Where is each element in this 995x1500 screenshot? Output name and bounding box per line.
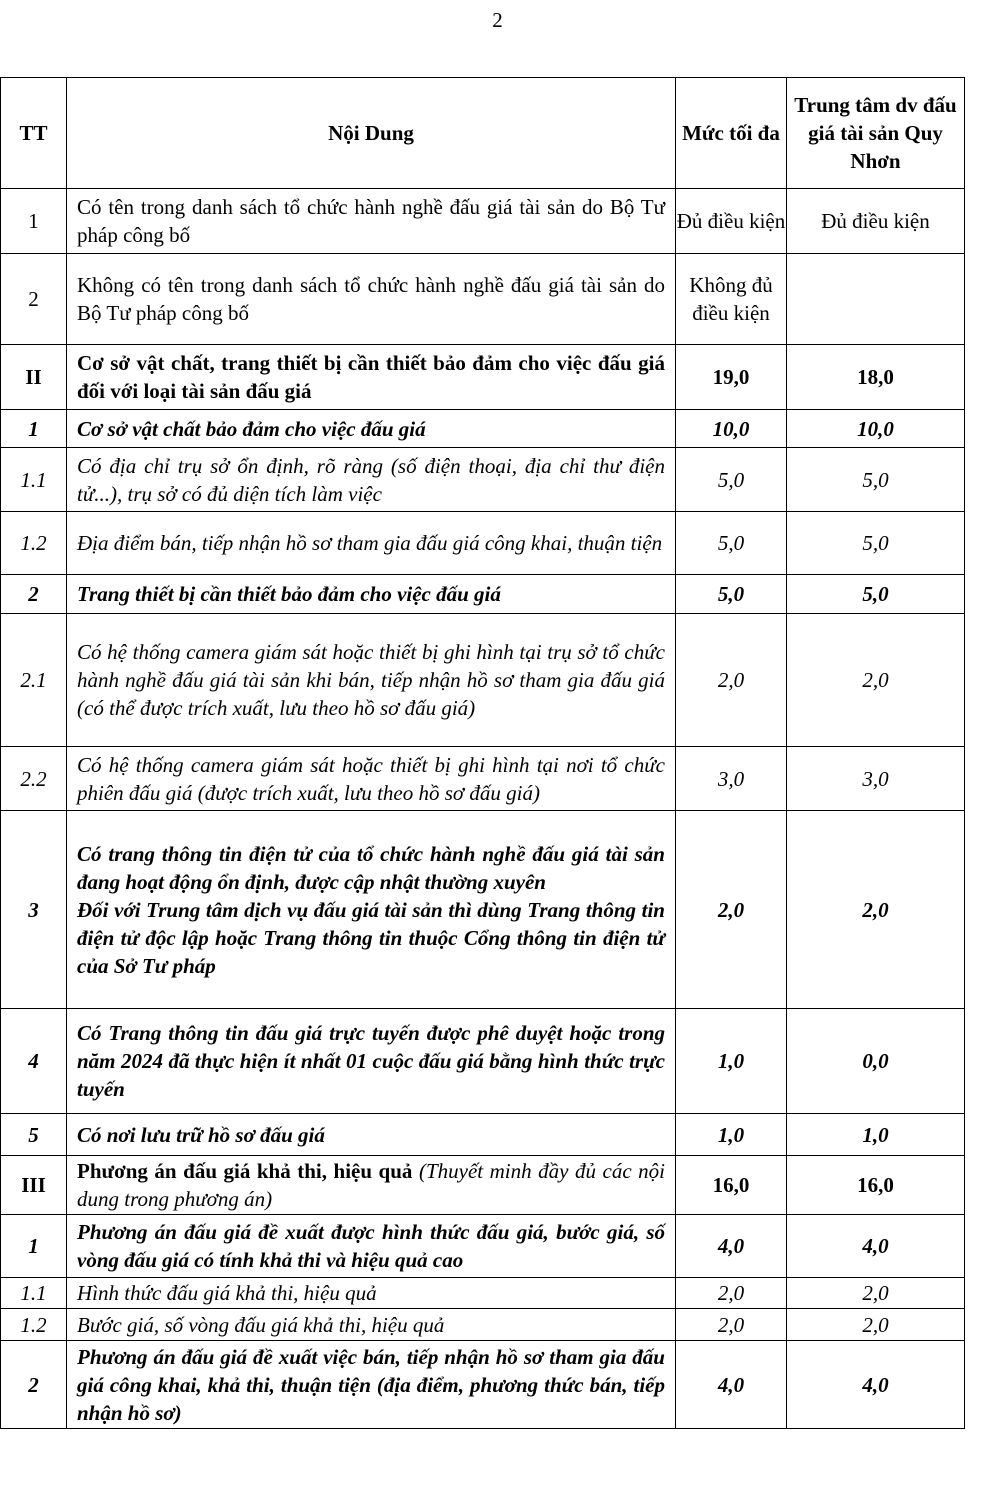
table-header-row (1, 78, 965, 189)
table-row (1, 1009, 965, 1114)
row-max: 2,0 (676, 614, 787, 747)
row-score: 4,0 (787, 1215, 965, 1278)
table-row (1, 1114, 965, 1156)
row-tt: 4 (1, 1009, 67, 1114)
table-row (1, 448, 965, 512)
header-tt: TT (1, 78, 67, 189)
page-number: 2 (492, 8, 503, 32)
row-max: 2,0 (676, 1278, 787, 1309)
row-content-lead: Phương án đấu giá khả thi, hiệu quả (77, 1159, 413, 1183)
row-content: Có nơi lưu trữ hồ sơ đấu giá (67, 1114, 676, 1156)
table-row (1, 811, 965, 1009)
row-score: 4,0 (787, 1341, 965, 1429)
table-row (1, 747, 965, 811)
row-max: Không đủ điều kiện (676, 254, 787, 345)
row-score: 5,0 (787, 448, 965, 512)
row-content: Có địa chỉ trụ sở ổn định, rõ ràng (số điện thoại, địa chỉ thư điện tử...), trụ sở có đủ diện tích làm việc (67, 448, 676, 512)
table-row (1, 1156, 965, 1215)
row-score: 2,0 (787, 614, 965, 747)
row-content (67, 1156, 676, 1215)
row-content: Địa điểm bán, tiếp nhận hồ sơ tham gia đấu giá công khai, thuận tiện (67, 512, 676, 575)
row-tt: 3 (1, 811, 67, 1009)
row-content: Có hệ thống camera giám sát hoặc thiết bị ghi hình tại trụ sở tổ chức hành nghề đấu giá tài sản khi bán, tiếp nhận hồ sơ tham gia đấu giá (có thể được trích xuất, lưu theo hồ sơ đấu giá) (67, 614, 676, 747)
row-max: 10,0 (676, 410, 787, 448)
row-max: 1,0 (676, 1009, 787, 1114)
table-row (1, 410, 965, 448)
table-row (1, 614, 965, 747)
row-score: 10,0 (787, 410, 965, 448)
table-row (1, 1341, 965, 1429)
row-max: 3,0 (676, 747, 787, 811)
row-content-line: Có trang thông tin điện tử của tổ chức hành nghề đấu giá tài sản đang hoạt động ổn định, được cập nhật thường xuyên (77, 841, 665, 894)
row-tt: 1.2 (1, 1309, 67, 1341)
row-score: 0,0 (787, 1009, 965, 1114)
row-tt: 2 (1, 1341, 67, 1429)
row-score: 5,0 (787, 575, 965, 614)
table-row (1, 345, 965, 410)
row-score: 2,0 (787, 1309, 965, 1341)
row-score: 5,0 (787, 512, 965, 575)
row-content: Có hệ thống camera giám sát hoặc thiết bị ghi hình tại nơi tổ chức phiên đấu giá (được trích xuất, lưu theo hồ sơ đấu giá) (67, 747, 676, 811)
row-tt: 1 (1, 189, 67, 254)
row-content-line: Đối với Trung tâm dịch vụ đấu giá tài sản thì dùng Trang thông tin điện tử độc lập hoặc Trang thông tin thuộc Cổng thông tin điện tử của Sở Tư pháp (77, 897, 665, 978)
table-row (1, 1309, 965, 1341)
row-max: 1,0 (676, 1114, 787, 1156)
header-center: Trung tâm dv đấu giá tài sản Quy Nhơn (787, 78, 965, 189)
row-content: Phương án đấu giá đề xuất việc bán, tiếp nhận hồ sơ tham gia đấu giá công khai, khả thi, thuận tiện (địa điểm, phương thức bán, tiếp nhận hồ sơ) (67, 1341, 676, 1429)
row-content-note: (Thuyết minh đầy đủ các nội dung trong phương án) (77, 1159, 666, 1211)
row-max: 4,0 (676, 1215, 787, 1278)
row-content: Hình thức đấu giá khả thi, hiệu quả (67, 1278, 676, 1309)
row-score: 18,0 (787, 345, 965, 410)
row-tt: 2 (1, 575, 67, 614)
row-content: Không có tên trong danh sách tổ chức hành nghề đấu giá tài sản do Bộ Tư pháp công bố (67, 254, 676, 345)
row-max: 5,0 (676, 448, 787, 512)
row-max: 2,0 (676, 811, 787, 1009)
row-content: Trang thiết bị cần thiết bảo đảm cho việc đấu giá (67, 575, 676, 614)
row-score: 16,0 (787, 1156, 965, 1215)
row-max: 4,0 (676, 1341, 787, 1429)
table-row (1, 512, 965, 575)
row-content: Có tên trong danh sách tổ chức hành nghề đấu giá tài sản do Bộ Tư pháp công bố (67, 189, 676, 254)
row-score (787, 254, 965, 345)
table-row (1, 254, 965, 345)
row-tt: 1 (1, 1215, 67, 1278)
row-tt: 1.1 (1, 1278, 67, 1309)
row-max: 19,0 (676, 345, 787, 410)
header-max: Mức tối đa (676, 78, 787, 189)
row-score: Đủ điều kiện (787, 189, 965, 254)
row-tt: 2.2 (1, 747, 67, 811)
row-content: Bước giá, số vòng đấu giá khả thi, hiệu quả (67, 1309, 676, 1341)
row-tt: II (1, 345, 67, 410)
row-score: 1,0 (787, 1114, 965, 1156)
row-content (67, 811, 676, 1009)
row-max: 2,0 (676, 1309, 787, 1341)
row-tt: 2 (1, 254, 67, 345)
row-tt: 1 (1, 410, 67, 448)
table-row (1, 189, 965, 254)
row-tt: 1.2 (1, 512, 67, 575)
table-row (1, 575, 965, 614)
row-score: 2,0 (787, 1278, 965, 1309)
row-max: Đủ điều kiện (676, 189, 787, 254)
row-score: 2,0 (787, 811, 965, 1009)
row-tt: 1.1 (1, 448, 67, 512)
row-tt: 5 (1, 1114, 67, 1156)
table-row (1, 1215, 965, 1278)
table-row (1, 1278, 965, 1309)
header-content: Nội Dung (67, 78, 676, 189)
row-score: 3,0 (787, 747, 965, 811)
row-tt: III (1, 1156, 67, 1215)
row-max: 5,0 (676, 512, 787, 575)
row-content: Phương án đấu giá đề xuất được hình thức đấu giá, bước giá, số vòng đấu giá có tính khả thi và hiệu quả cao (67, 1215, 676, 1278)
row-content: Cơ sở vật chất bảo đảm cho việc đấu giá (67, 410, 676, 448)
criteria-table (0, 77, 965, 1429)
row-max: 5,0 (676, 575, 787, 614)
row-max: 16,0 (676, 1156, 787, 1215)
row-content: Cơ sở vật chất, trang thiết bị cần thiết bảo đảm cho việc đấu giá đối với loại tài sản đấu giá (67, 345, 676, 410)
row-tt: 2.1 (1, 614, 67, 747)
row-content: Có Trang thông tin đấu giá trực tuyến được phê duyệt hoặc trong năm 2024 đã thực hiện ít nhất 01 cuộc đấu giá bằng hình thức trực tuyến (67, 1009, 676, 1114)
